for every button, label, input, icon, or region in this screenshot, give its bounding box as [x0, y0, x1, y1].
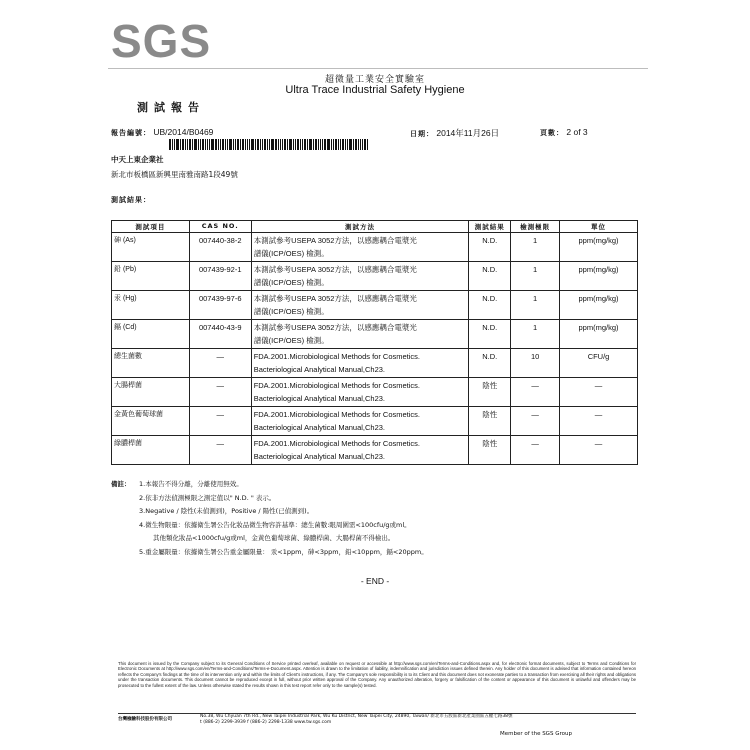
- cell-method: [251, 378, 469, 407]
- page-count-value: 2 of 3: [566, 127, 588, 137]
- note-4-continued: 其他類化妝品<1000cfu/g或ml，金黃色葡萄球菌、綠膿桿菌、大腸桿菌不得檢出。: [153, 534, 395, 542]
- note-row: [111, 505, 641, 519]
- cell-limit: 10: [511, 349, 560, 378]
- cell-cas: 007440-38-2: [189, 233, 251, 262]
- method-line-2: Bacteriological Analytical Manual,Ch23.: [253, 365, 386, 374]
- method-line-1: FDA.2001.Microbiological Methods for Cosmetics.: [253, 352, 421, 361]
- method-line-1: FDA.2001.Microbiological Methods for Cosmetics.: [253, 439, 421, 448]
- cell-method: [251, 262, 469, 291]
- disclaimer-text: This document is issued by the Company subject to its General Conditions of Service printed overleaf, available on request or accessible at http://www.sgs.com/en/Terms-and-Conditions.aspx and, for electronic format documents, subject to Terms and Conditions for Electronic Documents at http://www.sgs.com/en/Terms-and-Conditions/Terms-e-Document.aspx. Attention is drawn to the limitation of liability, indemnification and jurisdiction issues defined therein. Any holder of this document is advised that information contained hereon reflects the Company's findings at the time of its intervention only and within the limits of Client's instructions, if any. The Company's sole responsibility is to its Client and this document does not exonerate parties to a transaction from exercising all their rights and obligations under the transaction documents. This document cannot be reproduced except in full, without prior written approval of the Company. Any unauthorized alteration, forgery or falsification of the content or appearance of this document is unlawful and offenders may be prosecuted to the fullest extent of the law. Unless otherwise stated the results shown in this test report refer only to the sample(s) tested.: [118, 661, 636, 688]
- note-row: [111, 519, 641, 533]
- report-date-value: 2014年11月26日: [436, 128, 500, 138]
- cell-unit: ppm(mg/kg): [560, 320, 638, 349]
- method-line-2: 譜儀(ICP/OES) 檢測。: [253, 249, 329, 258]
- method-line-2: 譜儀(ICP/OES) 檢測。: [253, 336, 329, 345]
- page-count: [540, 127, 588, 138]
- table-row: [112, 407, 638, 436]
- cell-method: [251, 436, 469, 465]
- header-item: 測試項目: [112, 221, 190, 233]
- cell-item: 總生菌數: [112, 349, 190, 378]
- table-row: [112, 262, 638, 291]
- cell-result: 陰性: [469, 436, 511, 465]
- cell-item: 鉛 (Pb): [112, 262, 190, 291]
- client-address: 新北市板橋區新興里南雅南路1段49號: [111, 170, 238, 179]
- cell-item: 砷 (As): [112, 233, 190, 262]
- table-header-row: [112, 221, 638, 233]
- cell-cas: 007440-43-9: [189, 320, 251, 349]
- note-row: [111, 546, 641, 560]
- cell-unit: CFU/g: [560, 349, 638, 378]
- table-row: [112, 291, 638, 320]
- method-line-1: 本測試參考USEPA 3052方法，以感應耦合電漿光: [253, 294, 417, 303]
- cell-item: 綠膿桿菌: [112, 436, 190, 465]
- cell-unit: —: [560, 436, 638, 465]
- note-5: 5.重金屬限量：依據衛生署公告重金屬限量： 汞<1ppm，砷<3ppm，鉛<10ppm，鎘<20ppm。: [139, 547, 428, 556]
- table-row: [112, 349, 638, 378]
- cell-result: 陰性: [469, 378, 511, 407]
- page-count-label: 頁數：: [540, 129, 564, 137]
- cell-unit: ppm(mg/kg): [560, 291, 638, 320]
- cell-limit: 1: [511, 320, 560, 349]
- cell-cas: —: [189, 436, 251, 465]
- note-row: [111, 492, 641, 506]
- note-1: 1.本報告不得分離，分離使用無效。: [139, 480, 243, 488]
- cell-unit: ppm(mg/kg): [560, 262, 638, 291]
- report-number-value: UB/2014/B0469: [153, 127, 214, 137]
- cell-cas: 007439-92-1: [189, 262, 251, 291]
- report-number: [111, 127, 213, 138]
- header-cas: CAS NO.: [189, 221, 251, 233]
- method-line-2: Bacteriological Analytical Manual,Ch23.: [253, 423, 386, 432]
- cell-limit: —: [511, 436, 560, 465]
- header-divider: [108, 68, 648, 69]
- cell-cas: —: [189, 378, 251, 407]
- method-line-1: 本測試參考USEPA 3052方法，以感應耦合電漿光: [253, 236, 417, 245]
- footer-contact: t (886-2) 2299-3939 f (886-2) 2298-1338 www.tw.sgs.com: [200, 720, 332, 725]
- method-line-1: FDA.2001.Microbiological Methods for Cosmetics.: [253, 410, 421, 419]
- header-limit: 檢測極限: [511, 221, 560, 233]
- cell-limit: 1: [511, 291, 560, 320]
- cell-result: N.D.: [469, 262, 511, 291]
- cell-item: 大腸桿菌: [112, 378, 190, 407]
- method-line-2: Bacteriological Analytical Manual,Ch23.: [253, 452, 386, 461]
- cell-unit: —: [560, 378, 638, 407]
- cell-limit: 1: [511, 262, 560, 291]
- cell-limit: 1: [511, 233, 560, 262]
- cell-method: [251, 349, 469, 378]
- lab-name-english: Ultra Trace Industrial Safety Hygiene: [285, 84, 465, 96]
- header-method: 測試方法: [251, 221, 469, 233]
- cell-cas: —: [189, 407, 251, 436]
- report-date-label: 日期：: [410, 130, 434, 138]
- cell-item: 鎘 (Cd): [112, 320, 190, 349]
- method-line-1: FDA.2001.Microbiological Methods for Cosmetics.: [253, 381, 421, 390]
- results-heading: 測試結果：: [111, 196, 151, 204]
- notes-label: 備註：: [111, 480, 131, 488]
- method-line-1: 本測試參考USEPA 3052方法，以感應耦合電漿光: [253, 323, 417, 332]
- cell-result: 陰性: [469, 407, 511, 436]
- cell-method: [251, 407, 469, 436]
- table-row: [112, 378, 638, 407]
- cell-cas: 007439-97-6: [189, 291, 251, 320]
- footer-address: No.38, Wu Chyuan 7th Rd., New Taipei Industrial Park, Wu Ku District, New Taipei City, 24890, Taiwan/ 新北市五股區新北產業園區五權七路38號: [200, 714, 513, 719]
- sgs-logo: SGS: [111, 15, 212, 67]
- method-line-2: 譜儀(ICP/OES) 檢測。: [253, 278, 329, 287]
- notes-section: [111, 478, 641, 559]
- cell-result: N.D.: [469, 291, 511, 320]
- cell-limit: —: [511, 378, 560, 407]
- barcode: [169, 139, 369, 150]
- cell-method: [251, 320, 469, 349]
- header-unit: 單位: [560, 221, 638, 233]
- lab-name-chinese: 超微量工業安全實驗室: [324, 75, 425, 85]
- note-row: [111, 478, 641, 492]
- cell-limit: —: [511, 407, 560, 436]
- table-row: [112, 233, 638, 262]
- footer-company: 台灣檢驗科技股份有限公司: [118, 717, 172, 722]
- cell-method: [251, 291, 469, 320]
- report-title: 測試報告: [137, 101, 205, 114]
- cell-result: N.D.: [469, 320, 511, 349]
- cell-item: 汞 (Hg): [112, 291, 190, 320]
- method-line-2: Bacteriological Analytical Manual,Ch23.: [253, 394, 386, 403]
- cell-item: 金黃色葡萄球菌: [112, 407, 190, 436]
- note-2: 2.依非方法偵測極限之測定值以" N.D. " 表示。: [139, 493, 276, 502]
- note-row: [111, 532, 641, 546]
- method-line-2: 譜儀(ICP/OES) 檢測。: [253, 307, 329, 316]
- cell-unit: —: [560, 407, 638, 436]
- method-line-1: 本測試參考USEPA 3052方法，以感應耦合電漿光: [253, 265, 417, 274]
- cell-result: N.D.: [469, 349, 511, 378]
- note-4: 4.微生物限量：依據衛生署公告化妝品微生物容許基準：總生菌數:眼周圍需<100cfu/g或ml。: [139, 520, 411, 529]
- cell-unit: ppm(mg/kg): [560, 233, 638, 262]
- report-number-label: 報告編號：: [111, 129, 151, 137]
- table-row: [112, 436, 638, 465]
- footer-member: Member of the SGS Group: [500, 731, 572, 737]
- client-company: 中天上東企業社: [111, 155, 164, 164]
- cell-cas: —: [189, 349, 251, 378]
- cell-method: [251, 233, 469, 262]
- table-row: [112, 320, 638, 349]
- report-date: [410, 127, 499, 139]
- results-table: [111, 220, 638, 465]
- cell-result: N.D.: [469, 233, 511, 262]
- note-3: 3.Negative / 陰性(未偵測到)，Positive / 陽性(已偵測到)。: [139, 507, 314, 515]
- end-marker: - END -: [360, 576, 390, 586]
- header-result: 測試結果: [469, 221, 511, 233]
